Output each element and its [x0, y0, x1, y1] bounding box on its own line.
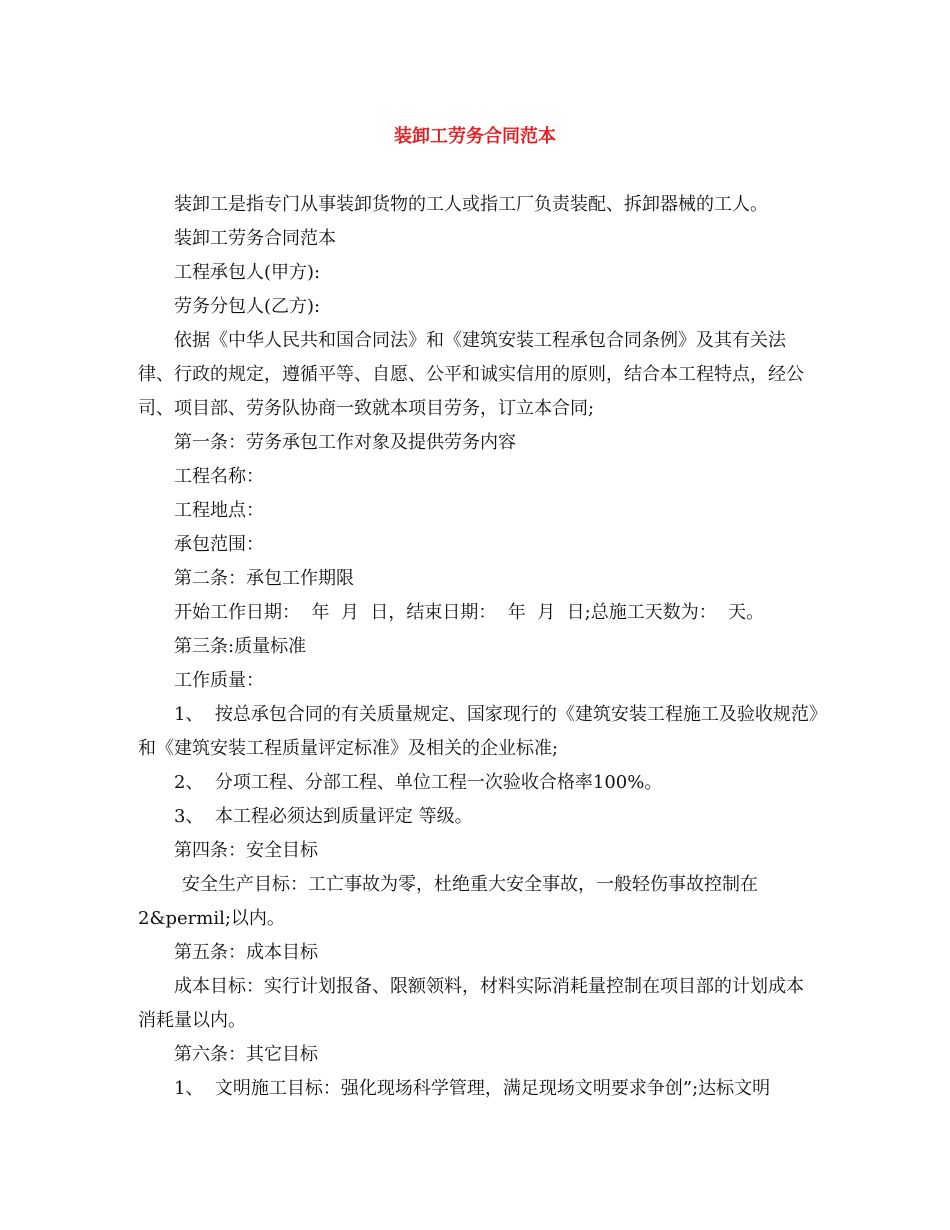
quality-item-2: 2、 分项工程、分部工程、单位工程一次验收合格率100%。 [174, 772, 663, 793]
other-goal-item-1: 1、 文明施工目标：强化现场科学管理，满足现场文明要求争创”;达标文明 [174, 1078, 771, 1099]
party-b: 劳务分包人(乙方): [174, 296, 321, 317]
article-3-heading: 第三条:质量标准 [174, 636, 307, 657]
document-body [138, 188, 818, 1106]
article-6-heading: 第六条：其它目标 [174, 1044, 318, 1065]
article-5-heading: 第五条：成本目标 [174, 942, 318, 963]
contract-scope: 承包范围： [174, 534, 264, 555]
project-location: 工程地点： [174, 500, 264, 521]
intro-paragraph: 装卸工是指专门从事装卸货物的工人或指工厂负责装配、拆卸器械的工人。 [174, 194, 768, 215]
contract-name: 装卸工劳务合同范本 [174, 228, 336, 249]
party-a: 工程承包人(甲方): [174, 262, 321, 283]
document-title: 装卸工劳务合同范本 [394, 126, 556, 147]
safety-goal: 安全生产目标：工亡事故为零，杜绝重大安全事故，一般轻伤事故控制在2&permil;以内。 [138, 874, 758, 929]
quality-item-1: 1、 按总承包合同的有关质量规定、国家现行的《建筑安装工程施工及验收规范》和《建筑安装工程质量评定标准》及相关的企业标准; [138, 704, 818, 759]
work-quality-label: 工作质量： [174, 670, 264, 691]
cost-goal: 成本目标：实行计划报备、限额领料，材料实际消耗量控制在项目部的计划成本消耗量以内。 [138, 976, 804, 1031]
legal-basis-paragraph: 依据《中华人民共和国合同法》和《建筑安装工程承包合同条例》及其有关法律、行政的规定，遵循平等、自愿、公平和诚实信用的原则，结合本工程特点，经公司、项目部、劳务队协商一致就本项目劳务，订立本合同; [138, 330, 804, 419]
quality-item-3: 3、 本工程必须达到质量评定 等级。 [174, 806, 473, 827]
work-period: 开始工作日期： 年 月 日，结束日期： 年 月 日;总施工天数为： 天。 [174, 602, 765, 623]
article-1-heading: 第一条：劳务承包工作对象及提供劳务内容 [174, 432, 516, 453]
project-name: 工程名称： [174, 466, 264, 487]
article-4-heading: 第四条：安全目标 [174, 840, 318, 861]
article-2-heading: 第二条：承包工作期限 [174, 568, 354, 589]
